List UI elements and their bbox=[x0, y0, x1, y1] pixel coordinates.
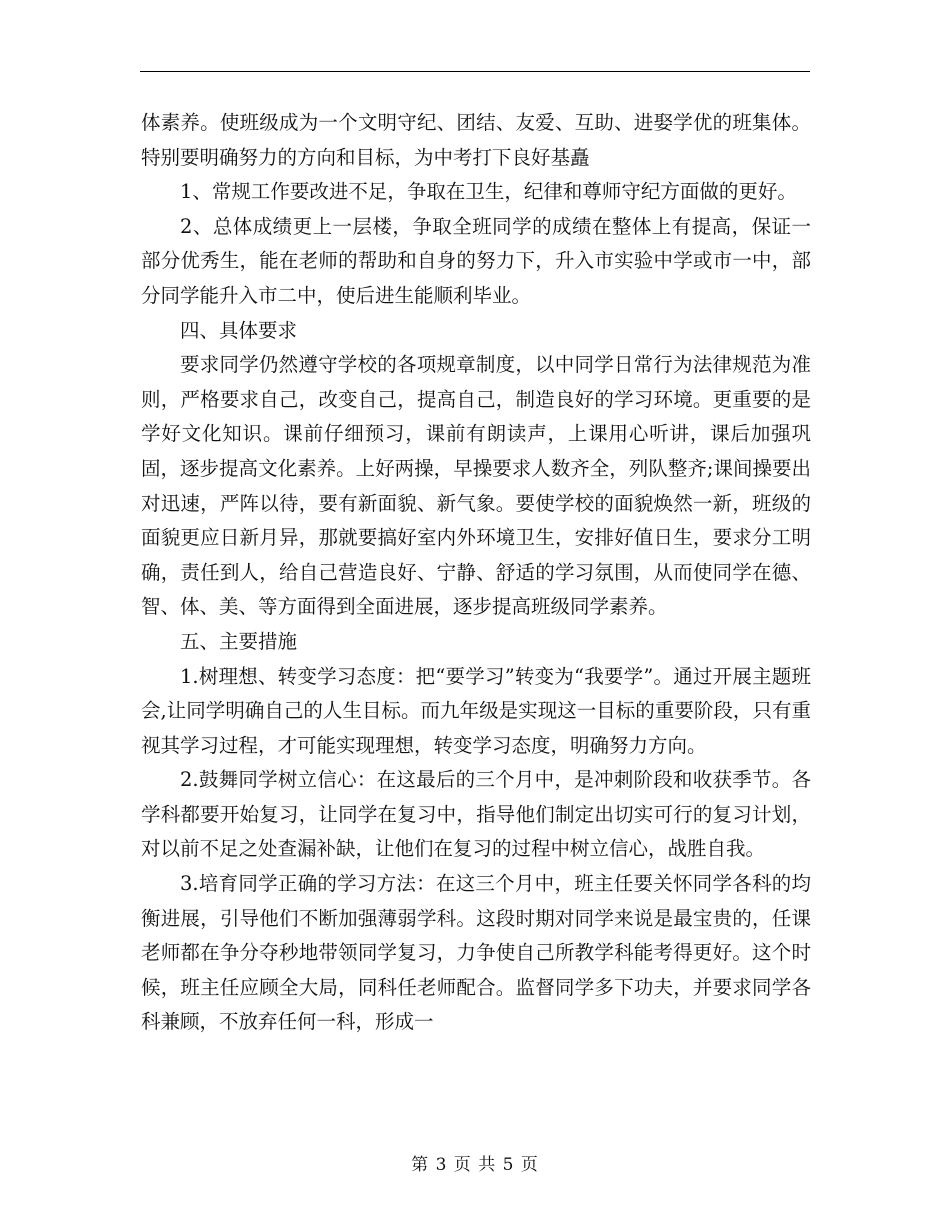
paragraph: 要求同学仍然遵守学校的各项规章制度，以中同学日常行为法律规范为准则，严格要求自己，改变自己，提高自己，制造良好的学习环境。更重要的是学好文化知识。课前仔细预习，课前有朗读声，上课用心听讲，课后加强巩固，逐步提高文化素养。上好两操，早操要求人数齐全，列队整齐;课间操要出对迅速，严阵以待，要有新面貌、新气象。要使学校的面貌焕然一新，班级的面貌更应日新月异，那就要搞好室内外环境卫生，安排好值日生，要求分工明确，责任到人，给自己营造良好、宁静、舒适的学习氛围，从而使同学在德、智、体、美、等方面得到全面进展，逐步提高班级同学素养。 bbox=[141, 353, 811, 619]
page-footer: 第 3 页 共 5 页 bbox=[411, 1155, 539, 1175]
paragraph: 1、常规工作要改进不足，争取在卫生，纪律和尊师守纪方面做的更好。 bbox=[180, 180, 797, 204]
body-text bbox=[141, 106, 811, 1040]
paragraph: 3.培育同学正确的学习方法：在这三个月中，班主任要关怀同学各科的均衡进展，引导他们不断加强薄弱学科。这段时期对同学来说是最宝贵的，任课老师都在争分夺秒地带领同学复习，力争使自己所教学科能考得更好。这个时候，班主任应顾全大局，同科任老师配合。监督同学多下功夫，并要求同学各科兼顾，不放弃任何一科，形成一 bbox=[141, 872, 811, 1034]
paragraph: 2、总体成绩更上一层楼，争取全班同学的成绩在整体上有提高，保证一部分优秀生，能在老师的帮助和自身的努力下，升入市实验中学或市一中，部分同学能升入市二中，使后进生能顺利毕业。 bbox=[141, 214, 811, 307]
paragraph: 五、主要措施 bbox=[180, 629, 298, 653]
paragraph: 体素养。使班级成为一个文明守纪、团结、友爱、互助、进娶学优的班集体。特别要明确努力的方向和目标，为中考打下良好基矗 bbox=[141, 111, 811, 169]
paragraph: 四、具体要求 bbox=[180, 318, 298, 342]
header-rule bbox=[140, 71, 810, 72]
paragraph: 1.树理想、转变学习态度：把“要学习”转变为“我要学”。通过开展主题班会,让同学明确自己的人生目标。而九年级是实现这一目标的重要阶段，只有重视其学习过程，才可能实现理想，转变学习态度，明确努力方向。 bbox=[141, 664, 811, 757]
paragraph: 2.鼓舞同学树立信心：在这最后的三个月中，是冲刺阶段和收获季节。各学科都要开始复习，让同学在复习中，指导他们制定出切实可行的复习计划，对以前不足之处查漏补缺，让他们在复习的过程中树立信心，战胜自我。 bbox=[141, 768, 811, 861]
